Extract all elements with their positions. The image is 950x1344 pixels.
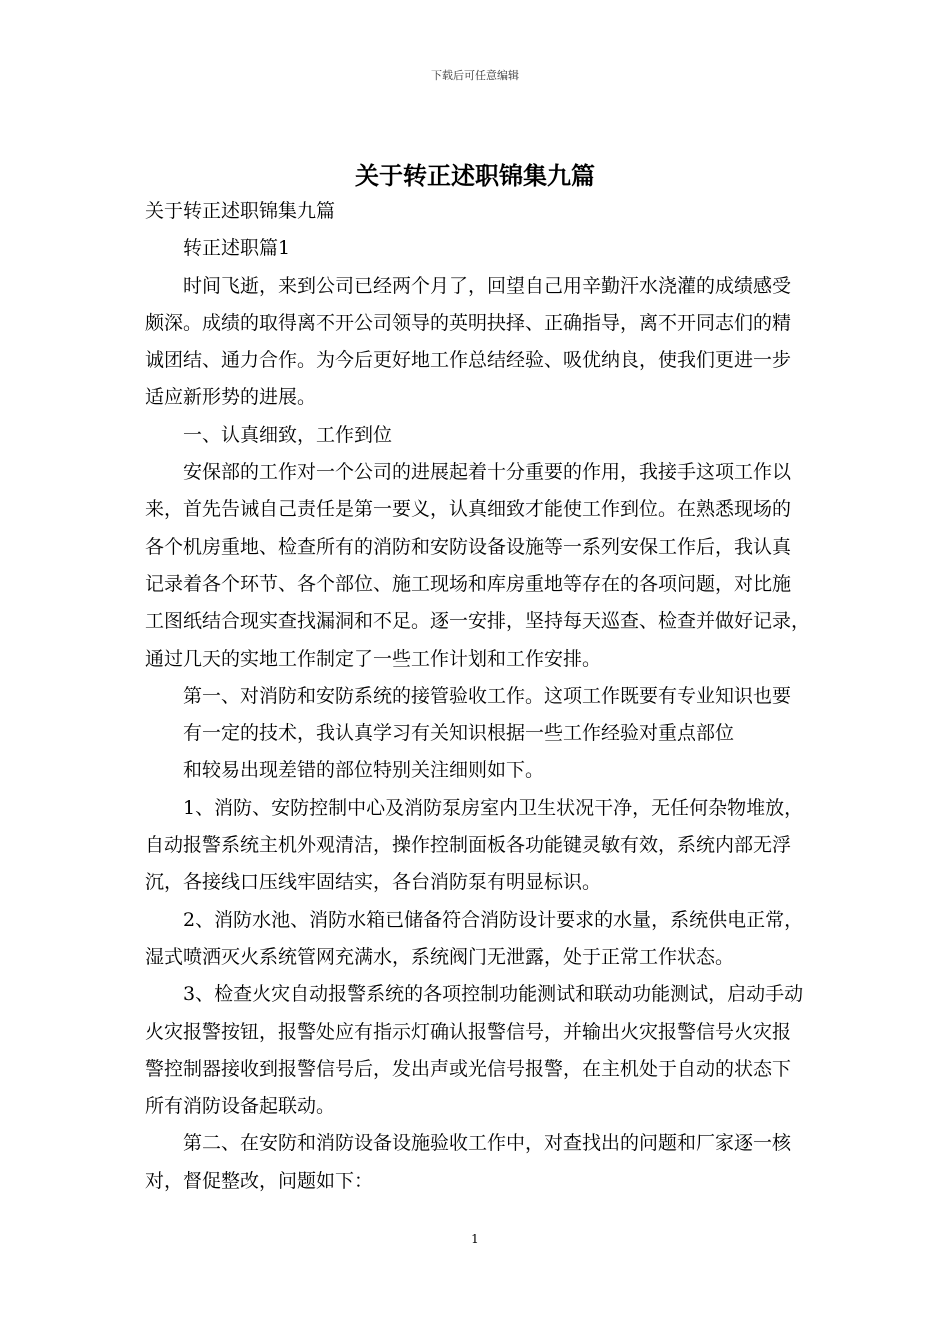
document-body (145, 193, 825, 1200)
text-line: 来，首先告诫自己责任是第一要义，认真细致才能使工作到位。在熟悉现场的 (145, 498, 792, 521)
text-line: 对，督促整改，问题如下： (145, 1169, 374, 1192)
text-line: 第一、对消防和安防系统的接管验收工作。这项工作既要有专业知识也要 (183, 684, 792, 707)
text-line: 工图纸结合现实查找漏洞和不足。逐一安排，坚持每天巡查、检查并做好记录， (145, 610, 811, 633)
subtitle-line: 关于转正述职锦集九篇 (145, 200, 336, 222)
text-line: 记录着各个环节、各个部位、施工现场和库房重地等存在的各项问题，对比施 (145, 572, 792, 595)
text-line: 适应新形势的进展。 (145, 386, 317, 409)
text-line: 诚团结、通力合作。为今后更好地工作总结经验、吸优纳良，使我们更进一步 (145, 349, 792, 372)
section-heading: 转正述职篇1 (183, 237, 291, 260)
text-line: 和较易出现差错的部位特别关注细则如下。 (183, 759, 545, 782)
text-line: 时间飞逝，来到公司已经两个月了，回望自己用辛勤汗水浇灌的成绩感受 (183, 274, 792, 297)
text-line: 湿式喷洒灭火系统管网充满水，系统阀门无泄露，处于正常工作状态。 (145, 945, 735, 968)
text-line: 所有消防设备起联动。 (145, 1095, 336, 1118)
page-header-note: 下载后可任意编辑 (431, 69, 519, 82)
page-number: 1 (471, 1232, 479, 1246)
text-line: 沉，各接线口压线牢固结实，各台消防泵有明显标识。 (145, 871, 602, 894)
text-line: 1、消防、安防控制中心及消防泵房室内卫生状况干净，无任何杂物堆放， (183, 796, 804, 819)
text-line: 各个机房重地、检查所有的消防和安防设备设施等一系列安保工作后，我认真 (145, 535, 792, 558)
text-line: 自动报警系统主机外观清洁，操作控制面板各功能键灵敏有效，系统内部无浮 (145, 834, 792, 857)
text-line: 有一定的技术，我认真学习有关知识根据一些工作经验对重点部位 (183, 722, 735, 745)
text-line: 2、消防水池、消防水箱已储备符合消防设计要求的水量，系统供电正常， (183, 908, 804, 931)
text-line: 颇深。成绩的取得离不开公司领导的英明抉择、正确指导，离不开同志们的精 (145, 311, 792, 334)
text-line: 警控制器接收到报警信号后，发出声或光信号报警，在主机处于自动的状态下 (145, 1057, 792, 1080)
text-line: 火灾报警按钮，报警处应有指示灯确认报警信号，并输出火灾报警信号火灾报 (145, 1020, 792, 1043)
text-line: 第二、在安防和消防设备设施验收工作中，对查找出的问题和厂家逐一核 (183, 1132, 792, 1155)
text-line: 通过几天的实地工作制定了一些工作计划和工作安排。 (145, 647, 602, 670)
document-title: 关于转正述职锦集九篇 (355, 162, 595, 190)
text-line: 安保部的工作对一个公司的进展起着十分重要的作用，我接手这项工作以 (183, 461, 792, 484)
text-line: 3、检查火灾自动报警系统的各项控制功能测试和联动功能测试，启动手动 (183, 983, 804, 1006)
section-heading: 一、认真细致，工作到位 (183, 423, 393, 446)
